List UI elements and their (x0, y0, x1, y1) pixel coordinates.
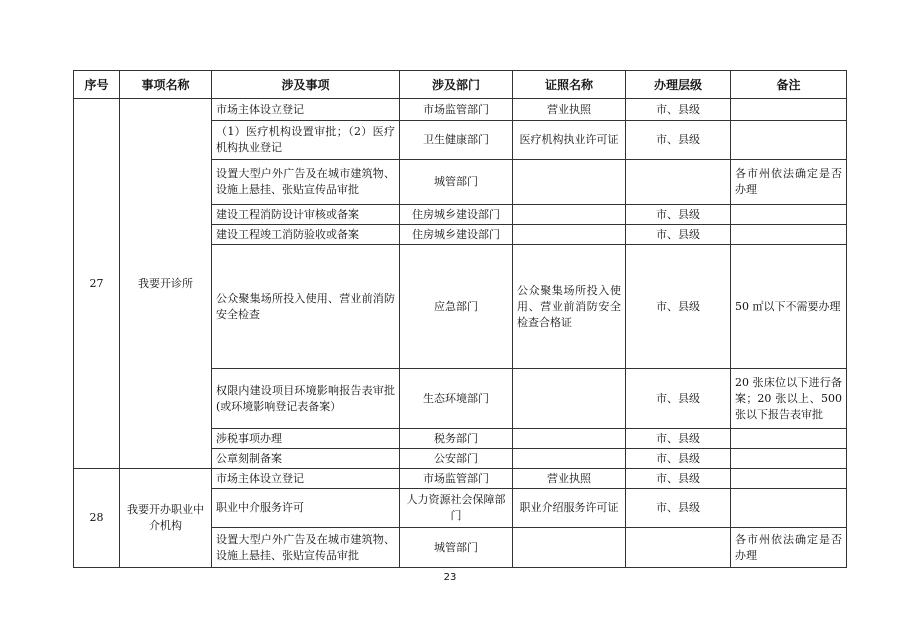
cell-item: 职业中介服务许可 (212, 489, 400, 528)
cell-level: 市、县级 (626, 489, 731, 528)
matters-table (73, 70, 847, 568)
cell-department: 公安部门 (400, 449, 513, 469)
cell-note (731, 99, 847, 121)
table-row (74, 469, 847, 489)
cell-item: 建设工程消防设计审核或备案 (212, 205, 400, 225)
cell-item: 公众聚集场所投入使用、营业前消防安全检查 (212, 245, 400, 369)
cell-level: 市、县级 (626, 245, 731, 369)
group-name: 我要开诊所 (120, 99, 212, 469)
cell-level: 市、县级 (626, 205, 731, 225)
cell-note (731, 489, 847, 528)
cell-level: 市、县级 (626, 121, 731, 160)
cell-level (626, 160, 731, 205)
cell-level: 市、县级 (626, 429, 731, 449)
cell-note (731, 429, 847, 449)
cell-item: 市场主体设立登记 (212, 99, 400, 121)
cell-department: 应急部门 (400, 245, 513, 369)
cell-license: 职业介绍服务许可证 (513, 489, 626, 528)
cell-license (513, 225, 626, 245)
cell-note: 各市州依法确定是否办理 (731, 160, 847, 205)
cell-level (626, 528, 731, 568)
cell-license: 营业执照 (513, 99, 626, 121)
cell-license: 公众聚集场所投入使用、营业前消防安全检查合格证 (513, 245, 626, 369)
cell-license (513, 205, 626, 225)
cell-department: 城管部门 (400, 160, 513, 205)
cell-level: 市、县级 (626, 369, 731, 429)
header-no: 序号 (74, 71, 120, 99)
header-matter-name: 事项名称 (120, 71, 212, 99)
header-license: 证照名称 (513, 71, 626, 99)
cell-item: 建设工程竣工消防验收或备案 (212, 225, 400, 245)
group-number: 28 (74, 469, 120, 568)
cell-level: 市、县级 (626, 225, 731, 245)
cell-item: 设置大型户外广告及在城市建筑物、设施上悬挂、张贴宣传品审批 (212, 160, 400, 205)
cell-license (513, 369, 626, 429)
cell-license (513, 528, 626, 568)
cell-department: 生态环境部门 (400, 369, 513, 429)
cell-department: 人力资源社会保障部门 (400, 489, 513, 528)
cell-department: 卫生健康部门 (400, 121, 513, 160)
header-involved-item: 涉及事项 (212, 71, 400, 99)
cell-license: 医疗机构执业许可证 (513, 121, 626, 160)
header-level: 办理层级 (626, 71, 731, 99)
cell-level: 市、县级 (626, 99, 731, 121)
cell-note (731, 225, 847, 245)
cell-note (731, 469, 847, 489)
cell-department: 市场监管部门 (400, 469, 513, 489)
cell-license (513, 160, 626, 205)
cell-department: 市场监管部门 (400, 99, 513, 121)
cell-level: 市、县级 (626, 469, 731, 489)
cell-department: 税务部门 (400, 429, 513, 449)
header-note: 备注 (731, 71, 847, 99)
cell-note: 50 ㎡以下不需要办理 (731, 245, 847, 369)
group-name: 我要开办职业中介机构 (120, 469, 212, 568)
cell-item: 市场主体设立登记 (212, 469, 400, 489)
cell-item: （1）医疗机构设置审批；（2）医疗机构执业登记 (212, 121, 400, 160)
cell-level: 市、县级 (626, 449, 731, 469)
cell-license: 营业执照 (513, 469, 626, 489)
cell-department: 住房城乡建设部门 (400, 205, 513, 225)
table-row (74, 99, 847, 121)
cell-department: 住房城乡建设部门 (400, 225, 513, 245)
cell-note (731, 121, 847, 160)
cell-note (731, 449, 847, 469)
page-number: 23 (443, 572, 457, 583)
cell-license (513, 429, 626, 449)
cell-note: 20 张床位以下进行备案；20 张以上、500 张以下报告表审批 (731, 369, 847, 429)
group-number: 27 (74, 99, 120, 469)
cell-note (731, 205, 847, 225)
cell-item: 设置大型户外广告及在城市建筑物、设施上悬挂、张贴宣传品审批 (212, 528, 400, 568)
cell-item: 权限内建设项目环境影响报告表审批(或环境影响登记表备案） (212, 369, 400, 429)
header-row (74, 71, 847, 99)
cell-item: 涉税事项办理 (212, 429, 400, 449)
cell-license (513, 449, 626, 469)
cell-item: 公章刻制备案 (212, 449, 400, 469)
cell-department: 城管部门 (400, 528, 513, 568)
header-department: 涉及部门 (400, 71, 513, 99)
cell-note: 各市州依法确定是否办理 (731, 528, 847, 568)
